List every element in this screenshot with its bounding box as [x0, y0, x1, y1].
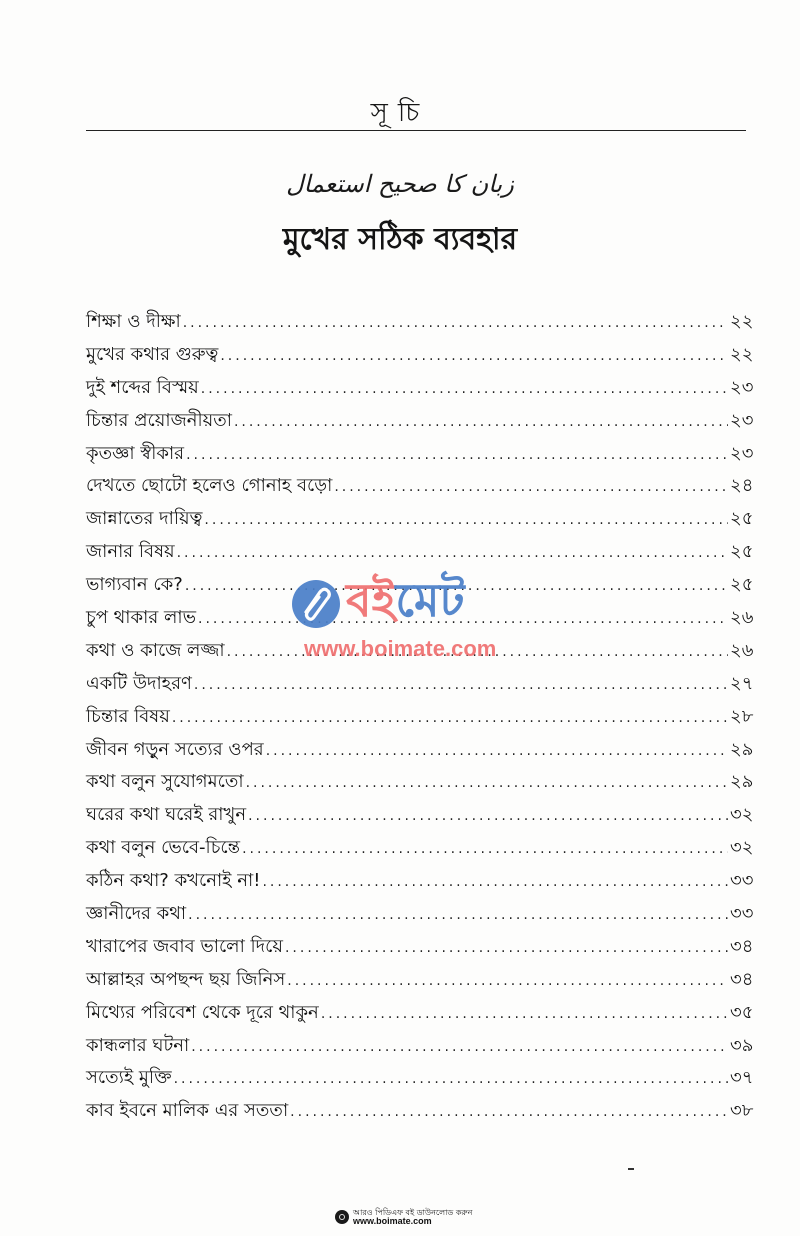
toc-page-number: ৩৯ [730, 1034, 754, 1056]
toc-page-number: ৩৫ [730, 1001, 754, 1023]
toc-page-number: ৩৮ [730, 1100, 754, 1122]
toc-entry-title: কাব ইবনে মালিক এর সততা [86, 1100, 289, 1122]
toc-entry[interactable] [86, 1030, 766, 1063]
dot-leader [198, 603, 728, 636]
toc-entry-title: কৃতজ্ঞা স্বীকার [86, 442, 185, 464]
toc-entry[interactable] [86, 306, 766, 339]
toc-page-number: ২৫ [730, 508, 754, 530]
dot-leader [246, 767, 728, 800]
toc-entry[interactable] [86, 799, 766, 832]
toc-entry[interactable] [86, 734, 766, 767]
toc-page-number: ৩৭ [730, 1067, 754, 1089]
dot-leader [248, 800, 728, 833]
toc-entry-title: জ্ঞানীদের কথা [86, 903, 187, 925]
dot-leader [287, 965, 728, 998]
dot-leader [191, 1031, 728, 1064]
footer-text [353, 1208, 472, 1226]
boimate-badge-icon [335, 1210, 349, 1224]
toc-entry-title: কথা বলুন সুযোগমতো [86, 771, 244, 793]
toc-entry-title: চুপ থাকার লাভ [86, 607, 197, 629]
toc-page-number: ২৬ [730, 639, 754, 661]
toc-entry[interactable] [86, 503, 766, 536]
toc-entry-title: দেখতে ছোটো হলেও গোনাহ বড়ো [86, 475, 333, 497]
dot-leader [227, 636, 728, 669]
toc-page-number: ২৭ [730, 672, 754, 694]
footer-url-link[interactable]: www.boimate.com [353, 1216, 432, 1226]
toc-page-number: ৩২ [730, 837, 754, 859]
toc-entry-title: ভাগ্যবান কে? [86, 574, 183, 596]
toc-entry[interactable] [86, 339, 766, 372]
dot-leader [220, 340, 728, 373]
dot-leader [183, 307, 728, 340]
dot-leader [172, 702, 728, 735]
toc-entry[interactable] [86, 766, 766, 799]
toc-page-number: ২৫ [730, 574, 754, 596]
toc-entry[interactable] [86, 372, 766, 405]
toc-entry-title: খারাপের জবাব ভালো দিয়ে [86, 935, 283, 957]
toc-entry-title: জানার বিষয় [86, 541, 175, 563]
toc-entry[interactable] [86, 668, 766, 701]
toc-entry-title: কঠিন কথা? কখনোই না! [86, 870, 261, 892]
section-title: মুখের সঠিক ব্যবহার [282, 222, 518, 257]
toc-entry[interactable] [86, 1095, 766, 1128]
toc-entry-title: চিন্তার প্রয়োজনীয়তা [86, 409, 232, 431]
header-rule-divider [86, 130, 746, 131]
dot-leader [204, 504, 728, 537]
toc-page-number: ২৫ [730, 541, 754, 563]
toc-entry[interactable] [86, 832, 766, 865]
toc-page-number: ৩৪ [730, 935, 754, 957]
toc-entry[interactable] [86, 536, 766, 569]
scan-mark [628, 1168, 634, 1170]
dot-leader [201, 373, 728, 406]
toc-page-number: ৩২ [730, 804, 754, 826]
toc-entry-title: একটি উদাহরণ [86, 672, 192, 694]
dot-leader [185, 570, 728, 603]
toc-entry-title: দুই শব্দের বিস্ময় [86, 376, 199, 398]
toc-entry-title: জীবন গড়ুন সত্যের ওপর [86, 738, 264, 760]
toc-entry-title: সত্যেই মুক্তি [86, 1067, 172, 1089]
footer-download-label: আরও পিডিএফ বই ডাউনলোড করুন [353, 1208, 473, 1217]
dot-leader [188, 899, 728, 932]
dot-leader [177, 537, 728, 570]
toc-page-number: ৩৩ [730, 870, 754, 892]
watermark-logo-part2: মেট [395, 573, 465, 627]
toc-entry[interactable] [86, 997, 766, 1030]
dot-leader [285, 932, 728, 965]
dot-leader [242, 833, 728, 866]
toc-entry[interactable] [86, 964, 766, 997]
toc-entry-title: চিন্তার বিষয় [86, 705, 170, 727]
toc-page-number: ৩৩ [730, 903, 754, 925]
watermark-url: www.boimate.com [304, 636, 497, 661]
toc-entry-title: কান্ধলার ঘটনা [86, 1034, 190, 1056]
dot-leader [266, 735, 728, 768]
toc-page-number: ২৯ [730, 738, 754, 760]
urdu-section-title: زبان کا صحیح استعمال [286, 170, 514, 198]
toc-entry[interactable] [86, 569, 766, 602]
dot-leader [334, 471, 728, 504]
toc-page-number: ২৬ [730, 607, 754, 629]
running-head: সূচি [370, 98, 430, 128]
table-of-contents [86, 306, 766, 1128]
toc-entry-title: মিথ্যের পরিবেশ থেকে দূরে থাকুন [86, 1001, 319, 1023]
toc-entry[interactable] [86, 405, 766, 438]
toc-entry-title: কথা ও কাজে লজ্জা [86, 639, 225, 661]
toc-entry[interactable] [86, 438, 766, 471]
toc-page-number: ২৪ [730, 475, 754, 497]
toc-page-number: ২৮ [730, 705, 754, 727]
toc-entry[interactable] [86, 602, 766, 635]
toc-entry[interactable] [86, 635, 766, 668]
dot-leader [262, 866, 728, 899]
dot-leader [186, 439, 728, 472]
toc-page-number: ২৩ [730, 409, 754, 431]
toc-entry-title: ঘরের কথা ঘরেই রাখুন [86, 804, 247, 826]
toc-page-number: ২৯ [730, 771, 754, 793]
toc-page-number: ২২ [730, 343, 754, 365]
toc-page-number: ২২ [730, 311, 754, 332]
dot-leader [194, 669, 728, 702]
toc-entry[interactable] [86, 931, 766, 964]
toc-page-number: ২৩ [730, 376, 754, 398]
toc-entry-title: শিক্ষা ও দীক্ষা [86, 311, 181, 332]
dot-leader [321, 998, 728, 1031]
toc-entry-title: জান্নাতের দায়িত্ব [86, 508, 203, 530]
toc-entry[interactable] [86, 701, 766, 734]
toc-entry[interactable] [86, 898, 766, 931]
toc-entry-title: মুখের কথার গুরুত্ব [86, 343, 219, 365]
toc-entry[interactable] [86, 470, 766, 503]
watermark-logo-part1: বই [346, 573, 396, 627]
dot-leader [174, 1063, 728, 1096]
dot-leader [290, 1096, 728, 1129]
toc-page-number: ২৩ [730, 442, 754, 464]
toc-entry-title: কথা বলুন ভেবে-চিন্তে [86, 837, 241, 859]
toc-entry-title: আল্লাহর অপছন্দ ছয় জিনিস [86, 968, 286, 990]
toc-entry[interactable] [86, 1062, 766, 1095]
dot-leader [234, 406, 728, 439]
toc-entry[interactable] [86, 865, 766, 898]
footer-download-banner[interactable] [335, 1206, 472, 1228]
toc-page-number: ৩৪ [730, 968, 754, 990]
